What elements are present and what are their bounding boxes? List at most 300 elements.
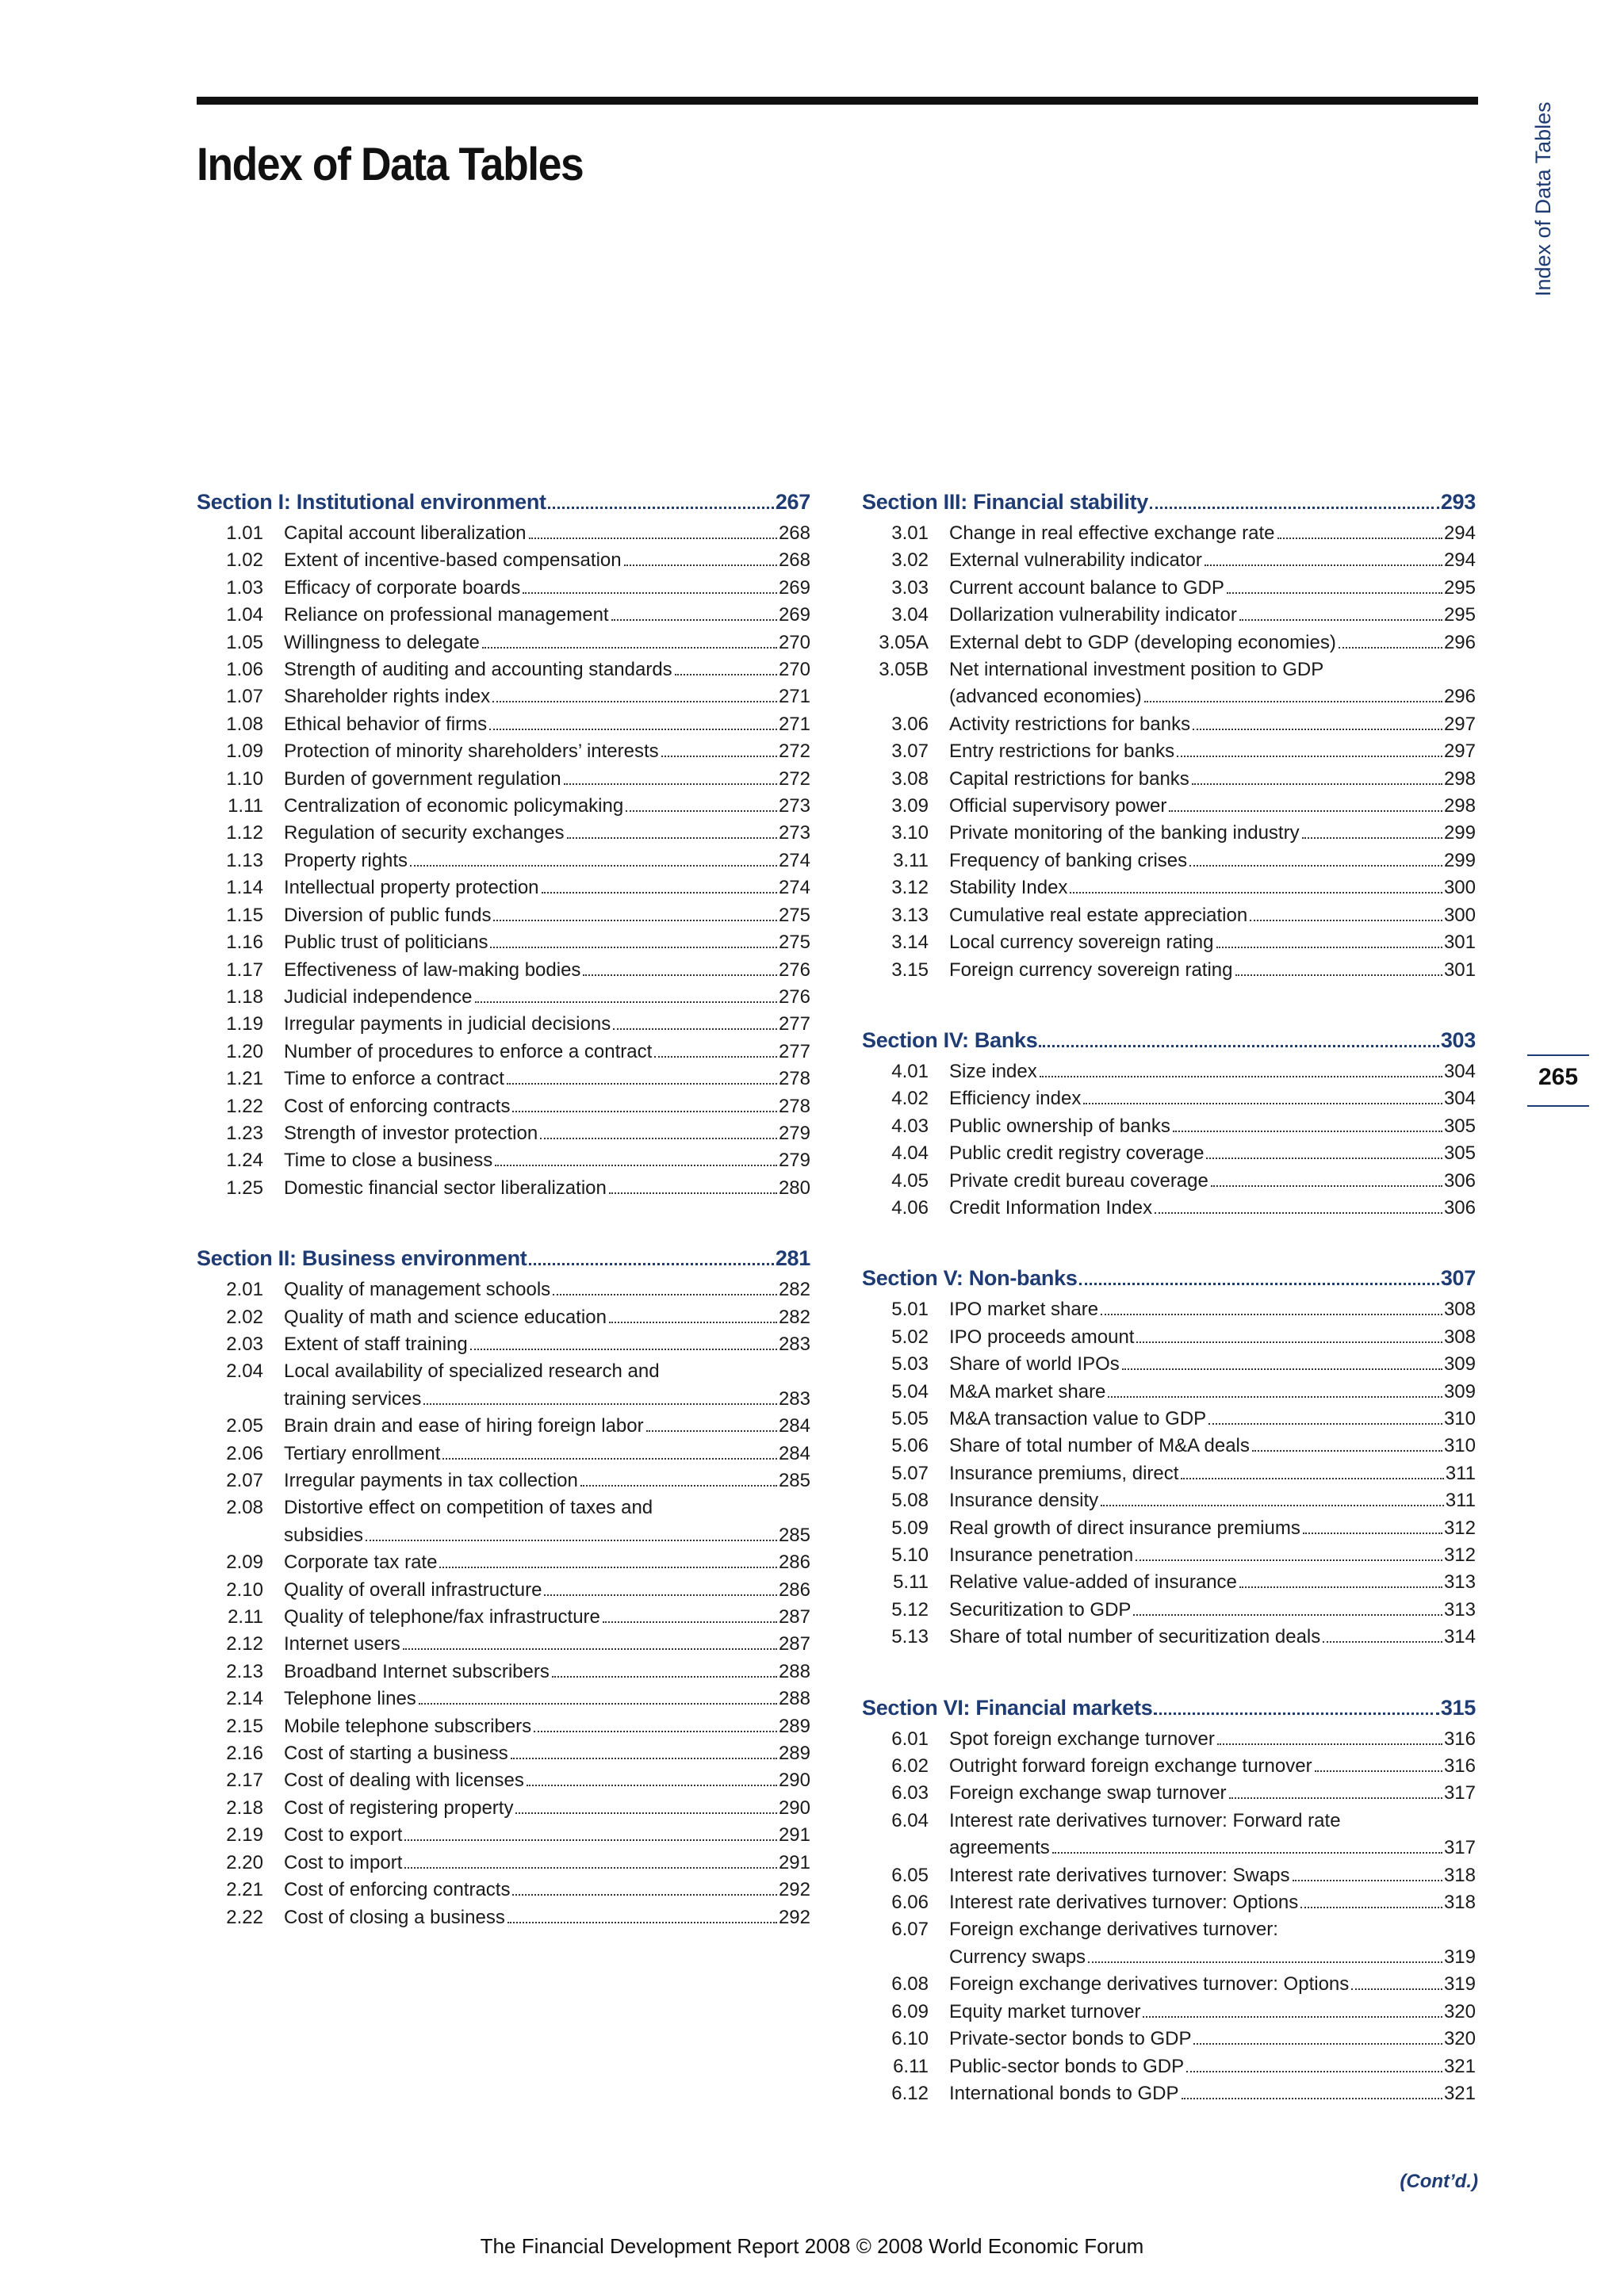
table-entry-line [949, 2080, 1476, 2107]
table-entry[interactable] [862, 1058, 1476, 1085]
table-entry[interactable] [862, 766, 1476, 793]
section-heading-page: 315 [1440, 1695, 1476, 1720]
table-entry[interactable] [197, 1850, 810, 1877]
table-entry-body [949, 1726, 1476, 1753]
table-entry-line [949, 766, 1476, 793]
table-number: 3.08 [891, 767, 929, 790]
section-heading-title: Section VI: Financial markets [862, 1695, 1153, 1720]
table-entry[interactable] [862, 1487, 1476, 1514]
table-title: Entry restrictions for banks [949, 740, 1175, 763]
table-page: 309 [1443, 1380, 1476, 1402]
table-entry[interactable] [197, 547, 810, 574]
table-title: Irregular payments in tax collection [284, 1470, 578, 1491]
table-entry-line [949, 793, 1476, 820]
table-entry-line [949, 1726, 1476, 1753]
table-entry-body [284, 575, 810, 602]
dot-leader [529, 538, 777, 539]
table-number: 2.11 [228, 1606, 263, 1628]
table-entry-line [949, 1515, 1476, 1542]
table-entry-line [284, 793, 810, 820]
table-title: Foreign exchange swap turnover [949, 1782, 1227, 1804]
table-entry-line [949, 1569, 1476, 1596]
table-entry-line [949, 929, 1476, 956]
table-title: Domestic financial sector liberalization [284, 1177, 607, 1199]
table-entry-line [949, 902, 1476, 929]
table-page: 299 [1443, 822, 1476, 844]
table-entry-line [949, 656, 1476, 683]
table-page: 289 [778, 1715, 810, 1737]
table-page: 296 [1443, 686, 1476, 708]
section-heading-page: 307 [1440, 1266, 1476, 1291]
table-entry-body [949, 1085, 1476, 1112]
table-entry[interactable] [197, 602, 810, 629]
table-title: Cost of starting a business [284, 1743, 508, 1765]
dot-leader [366, 1540, 777, 1541]
table-entry-body [284, 1686, 810, 1712]
dot-leader [512, 1894, 776, 1896]
table-entry[interactable] [197, 848, 810, 874]
page-number: 265 [1538, 1064, 1579, 1090]
table-entry-body [284, 1850, 810, 1877]
table-entry[interactable] [197, 1066, 810, 1093]
table-entry[interactable] [862, 2053, 1476, 2080]
table-entry[interactable] [197, 1631, 810, 1658]
section-heading[interactable] [197, 1243, 810, 1273]
table-title: International bonds to GDP [949, 2082, 1179, 2104]
table-entry-line [949, 1113, 1476, 1140]
table-title: Cost of enforcing contracts [284, 1879, 511, 1901]
table-entry[interactable] [862, 1195, 1476, 1222]
table-entry-line [284, 1904, 810, 1931]
table-entry[interactable] [862, 1862, 1476, 1889]
table-entry[interactable] [862, 1113, 1476, 1140]
table-entry[interactable] [197, 902, 810, 929]
table-entry[interactable] [862, 1753, 1476, 1780]
table-page: 287 [778, 1633, 810, 1655]
table-page: 316 [1443, 1728, 1476, 1750]
table-entry[interactable] [197, 629, 810, 656]
section-heading[interactable] [862, 487, 1476, 517]
section-heading-title: Section V: Non-banks [862, 1266, 1078, 1291]
table-entry[interactable] [862, 2026, 1476, 2053]
table-entry-line [949, 683, 1476, 710]
table-number: 2.06 [226, 1442, 263, 1464]
table-number: 6.01 [891, 1728, 929, 1750]
table-entry[interactable] [862, 547, 1476, 574]
table-number: 1.13 [226, 849, 263, 871]
table-entry-line [284, 1386, 810, 1413]
table-page: 311 [1445, 1462, 1476, 1484]
table-number: 2.22 [226, 1906, 263, 1928]
table-page: 294 [1443, 549, 1476, 572]
table-title: Regulation of security exchanges [284, 822, 565, 844]
dot-leader [609, 1322, 777, 1323]
table-title: Strength of investor protection [284, 1122, 538, 1144]
dot-leader [534, 1731, 777, 1732]
dot-leader [1216, 947, 1442, 948]
dot-leader [611, 619, 777, 621]
table-entry[interactable] [197, 520, 810, 547]
table-entry-line [949, 1168, 1476, 1195]
table-title: Cost to import [284, 1851, 403, 1873]
table-title: Spot foreign exchange turnover [949, 1728, 1215, 1750]
dot-leader [423, 1403, 777, 1405]
table-entry[interactable] [862, 1324, 1476, 1351]
table-number: 4.06 [891, 1196, 929, 1219]
table-entry[interactable] [197, 1822, 810, 1849]
table-entry[interactable] [197, 1659, 810, 1686]
table-number: 6.04 [891, 1809, 929, 1831]
table-entry[interactable] [862, 848, 1476, 874]
table-entry-line [949, 874, 1476, 901]
table-number: 1.21 [226, 1068, 263, 1090]
dot-leader [1136, 1559, 1442, 1561]
table-entry-body [284, 1011, 810, 1038]
table-entry-body [284, 1877, 810, 1904]
table-entry[interactable] [862, 957, 1476, 984]
table-entry-line [949, 1058, 1476, 1085]
table-page: 306 [1443, 1169, 1476, 1192]
dot-leader [1182, 2098, 1442, 2099]
table-entry-line [284, 1631, 810, 1658]
table-title: Currency swaps [949, 1946, 1086, 1968]
table-page: 312 [1443, 1544, 1476, 1566]
table-entry[interactable] [862, 1971, 1476, 1998]
table-number: 2.01 [226, 1279, 263, 1301]
table-number: 2.17 [226, 1770, 263, 1792]
table-entry[interactable] [862, 1726, 1476, 1753]
table-entry-body [949, 1808, 1476, 1862]
table-entry[interactable] [197, 738, 810, 765]
table-entry-line [284, 1822, 810, 1849]
table-entry[interactable] [862, 1296, 1476, 1323]
table-entry[interactable] [862, 820, 1476, 847]
table-entry[interactable] [197, 1120, 810, 1147]
table-entry-line [284, 1659, 810, 1686]
table-entry-body [284, 1066, 810, 1093]
dot-leader [403, 1648, 777, 1650]
table-number: 2.09 [226, 1552, 263, 1574]
table-entry[interactable] [862, 1916, 1476, 1971]
table-entry[interactable] [862, 1140, 1476, 1167]
table-entry[interactable] [197, 1413, 810, 1440]
table-number: 3.15 [891, 959, 929, 981]
table-title: Relative value-added of insurance [949, 1571, 1237, 1594]
section-heading-title: Section I: Institutional environment [197, 490, 546, 514]
table-entry-body [949, 738, 1476, 765]
table-title: Tertiary enrollment [284, 1442, 441, 1464]
table-entry[interactable] [862, 874, 1476, 901]
dot-leader [1083, 1103, 1442, 1104]
table-entry[interactable] [862, 1808, 1476, 1862]
section-heading[interactable] [862, 1263, 1476, 1293]
table-entry[interactable] [197, 1147, 810, 1174]
table-entry[interactable] [862, 738, 1476, 765]
table-title: Share of world IPOs [949, 1353, 1120, 1376]
dot-leader [583, 974, 777, 976]
table-entry[interactable] [862, 1569, 1476, 1596]
table-entry[interactable] [197, 1549, 810, 1576]
section-heading[interactable] [862, 1693, 1476, 1723]
table-page: 271 [778, 686, 810, 708]
table-entry-body [949, 820, 1476, 847]
section-heading-page: 281 [775, 1246, 810, 1271]
table-entry-line [284, 984, 810, 1011]
table-title: Foreign exchange derivatives turnover: [949, 1919, 1278, 1941]
table-entry[interactable] [197, 1740, 810, 1767]
table-page: 290 [778, 1797, 810, 1819]
table-page: 290 [778, 1770, 810, 1792]
dot-leader [1070, 892, 1442, 894]
dot-leader [661, 756, 777, 757]
table-number: 1.24 [226, 1150, 263, 1172]
table-entry-line [949, 1324, 1476, 1351]
table-page: 308 [1443, 1326, 1476, 1348]
page-number-rule-bottom [1527, 1105, 1589, 1107]
table-entry-body [284, 629, 810, 656]
table-entry[interactable] [862, 575, 1476, 602]
table-entry-line [284, 1604, 810, 1631]
table-entry[interactable] [197, 820, 810, 847]
table-entry-line [949, 575, 1476, 602]
table-entry[interactable] [197, 874, 810, 901]
table-entry-body [949, 1624, 1476, 1651]
table-page: 288 [778, 1688, 810, 1710]
table-entry[interactable] [197, 1713, 810, 1740]
table-entry[interactable] [862, 1999, 1476, 2026]
table-page: 309 [1443, 1353, 1476, 1376]
table-entry-body [284, 957, 810, 984]
table-entry-line [949, 2026, 1476, 2053]
table-number: 3.14 [891, 932, 929, 954]
table-number: 5.02 [891, 1326, 929, 1348]
table-entry-body [949, 1324, 1476, 1351]
page-number-rule-top [1527, 1054, 1589, 1056]
table-entry-body [284, 1713, 810, 1740]
table-entry[interactable] [197, 1276, 810, 1303]
table-entry[interactable] [862, 1379, 1476, 1406]
table-entry[interactable] [197, 1904, 810, 1931]
table-entry-line [949, 1944, 1476, 1971]
table-entry-line [949, 2053, 1476, 2080]
table-entry[interactable] [862, 1542, 1476, 1569]
table-page: 316 [1443, 1755, 1476, 1777]
table-entry[interactable] [197, 1577, 810, 1604]
table-entry[interactable] [862, 1085, 1476, 1112]
table-entry[interactable] [197, 1494, 810, 1549]
table-number: 1.11 [228, 795, 263, 817]
table-title: Interest rate derivatives turnover: Swaps [949, 1864, 1290, 1886]
table-entry[interactable] [197, 1039, 810, 1066]
table-entry[interactable] [862, 1433, 1476, 1460]
table-title: Mobile telephone subscribers [284, 1715, 532, 1737]
table-entry[interactable] [862, 520, 1476, 547]
dot-leader [1169, 810, 1442, 812]
table-entry-body [949, 1168, 1476, 1195]
table-entry-line [284, 957, 810, 984]
dot-leader [1235, 974, 1442, 976]
table-entry[interactable] [862, 1460, 1476, 1487]
dot-leader [1206, 1158, 1442, 1159]
section-heading-page: 267 [775, 490, 810, 514]
table-entry[interactable] [197, 575, 810, 602]
table-entry[interactable] [862, 902, 1476, 929]
table-title: Distortive effect on competition of taxes and [284, 1497, 653, 1519]
table-entry-body [284, 1413, 810, 1440]
table-entry[interactable] [862, 602, 1476, 629]
table-entry[interactable] [197, 1795, 810, 1822]
table-entry-body [284, 874, 810, 901]
table-title: Credit Information Index [949, 1196, 1153, 1219]
table-title: M&A transaction value to GDP [949, 1407, 1207, 1429]
table-entry[interactable] [197, 984, 810, 1011]
table-entry[interactable] [862, 1889, 1476, 1916]
table-entry-line [949, 1140, 1476, 1167]
table-page: 306 [1443, 1196, 1476, 1219]
section-heading[interactable] [862, 1025, 1476, 1055]
table-page: 321 [1443, 2055, 1476, 2077]
table-entry[interactable] [862, 1168, 1476, 1195]
table-entry[interactable] [197, 957, 810, 984]
dot-leader [624, 564, 777, 566]
dot-leader [490, 947, 777, 948]
table-number: 2.05 [226, 1415, 263, 1437]
table-entry[interactable] [197, 683, 810, 710]
table-page: 274 [778, 877, 810, 899]
table-title: Number of procedures to enforce a contract [284, 1040, 653, 1062]
table-title: Protection of minority shareholders’ interests [284, 740, 659, 763]
table-entry-line [949, 547, 1476, 574]
table-entry-body [284, 1147, 810, 1174]
table-entry-line [949, 1487, 1476, 1514]
table-entry[interactable] [197, 1358, 810, 1413]
table-title: External vulnerability indicator [949, 549, 1202, 572]
section-heading-page: 293 [1440, 490, 1476, 514]
dot-leader [1173, 1131, 1442, 1132]
section [862, 1263, 1476, 1651]
table-number: 3.05B [879, 659, 929, 681]
table-number: 2.18 [226, 1797, 263, 1819]
table-entry[interactable] [197, 1767, 810, 1794]
table-page: 314 [1443, 1626, 1476, 1648]
section-heading[interactable] [197, 487, 810, 517]
table-entry-body [284, 820, 810, 847]
dot-leader [1208, 1423, 1442, 1425]
table-entry[interactable] [862, 1780, 1476, 1807]
table-entry-body [284, 1577, 810, 1604]
table-entry-body [284, 683, 810, 710]
table-entry-body [949, 902, 1476, 929]
table-title: Frequency of banking crises [949, 849, 1188, 871]
table-entry[interactable] [862, 711, 1476, 738]
table-entry-body [949, 1889, 1476, 1916]
table-entry-body [284, 520, 810, 547]
table-page: 294 [1443, 522, 1476, 544]
dot-leader [552, 1676, 777, 1678]
table-page: 301 [1443, 932, 1476, 954]
table-entry-body [949, 1140, 1476, 1167]
table-page: 318 [1443, 1892, 1476, 1914]
table-entry[interactable] [197, 1441, 810, 1468]
table-title: Burden of government regulation [284, 767, 561, 790]
table-number: 6.10 [891, 2028, 929, 2050]
table-entry[interactable] [197, 1604, 810, 1631]
table-page: 269 [778, 576, 810, 599]
table-number: 5.06 [891, 1435, 929, 1457]
table-entry[interactable] [197, 656, 810, 683]
dot-leader [475, 1001, 777, 1003]
dot-leader [1211, 1185, 1442, 1187]
section [862, 1025, 1476, 1222]
table-number: 6.08 [891, 1973, 929, 1996]
table-title: Cost of enforcing contracts [284, 1095, 511, 1117]
table-title: Size index [949, 1060, 1037, 1082]
table-page: 319 [1443, 1973, 1476, 1996]
table-number: 1.03 [226, 576, 263, 599]
table-title: External debt to GDP (developing economies) [949, 631, 1336, 653]
table-entry[interactable] [862, 929, 1476, 956]
table-entry[interactable] [197, 1175, 810, 1202]
dot-leader [1181, 1478, 1443, 1479]
table-page: 312 [1443, 1517, 1476, 1539]
table-entry[interactable] [197, 711, 810, 738]
dot-leader [442, 1458, 777, 1460]
table-entry[interactable] [197, 1468, 810, 1494]
table-entry[interactable] [197, 1011, 810, 1038]
table-entry[interactable] [862, 656, 1476, 711]
table-entry[interactable] [197, 1304, 810, 1331]
left-column [197, 487, 810, 1973]
table-entry[interactable] [197, 793, 810, 820]
table-entry[interactable] [862, 793, 1476, 820]
table-entry[interactable] [197, 929, 810, 956]
table-entry[interactable] [197, 1877, 810, 1904]
table-page: 286 [778, 1578, 810, 1601]
table-entry[interactable] [197, 766, 810, 793]
table-title: Brain drain and ease of hiring foreign labor [284, 1415, 644, 1437]
table-number: 3.11 [893, 849, 929, 871]
table-entry[interactable] [862, 1597, 1476, 1624]
dot-leader [646, 1430, 777, 1432]
table-number: 1.22 [226, 1095, 263, 1117]
dot-leader [553, 1294, 777, 1295]
table-entry[interactable] [862, 1624, 1476, 1651]
table-entry[interactable] [197, 1093, 810, 1120]
table-title: Corporate tax rate [284, 1552, 438, 1574]
table-entry-line [949, 711, 1476, 738]
table-page: 280 [778, 1177, 810, 1199]
table-page: 273 [778, 795, 810, 817]
table-page: 273 [778, 822, 810, 844]
table-title: subsidies [284, 1524, 364, 1546]
table-title: Net international investment position to GDP [949, 659, 1324, 681]
table-entry-body [284, 902, 810, 929]
table-title: Official supervisory power [949, 795, 1167, 817]
table-number: 6.06 [891, 1892, 929, 1914]
table-number: 1.15 [226, 904, 263, 926]
table-entry[interactable] [862, 2080, 1476, 2107]
table-entry-line [284, 575, 810, 602]
dot-leader [482, 647, 777, 649]
table-title: Public credit registry coverage [949, 1142, 1205, 1165]
table-entry[interactable] [197, 1331, 810, 1358]
table-entry[interactable] [197, 1686, 810, 1712]
table-entry[interactable] [862, 629, 1476, 656]
table-entry[interactable] [862, 1406, 1476, 1433]
table-entry[interactable] [862, 1515, 1476, 1542]
table-entry-body [949, 1916, 1476, 1971]
table-entry[interactable] [862, 1351, 1476, 1378]
